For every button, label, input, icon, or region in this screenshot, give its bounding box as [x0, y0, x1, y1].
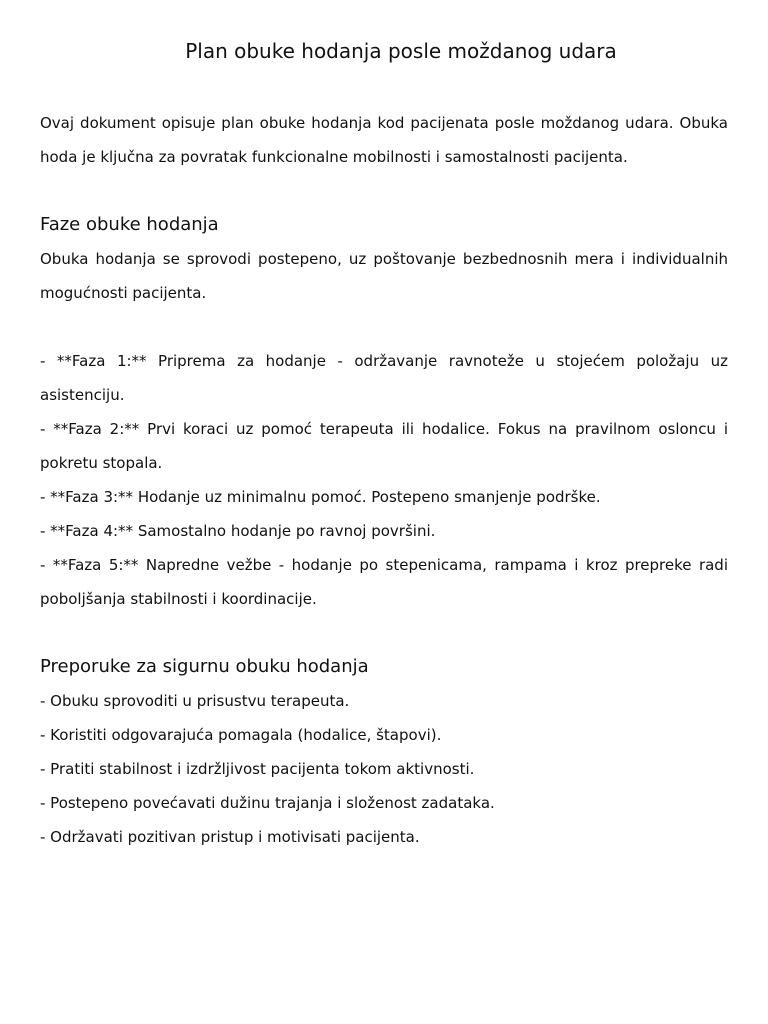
list-item: - **Faza 1:** Priprema za hodanje - održavanje ravnoteže u stojećem položaju uz asistenciju.	[40, 352, 728, 404]
intro-paragraph: Ovaj dokument opisuje plan obuke hodanja kod pacijenata posle moždanog udara. Obuka hoda je ključna za povratak funkcionalne mobilnosti i samostalnosti pacijenta.	[40, 114, 728, 166]
phases-list	[40, 344, 728, 616]
list-item: - **Faza 2:** Prvi koraci uz pomoć terapeuta ili hodalice. Fokus na pravilnom osloncu i pokretu stopala.	[40, 420, 728, 472]
list-item: - Pratiti stabilnost i izdržljivost pacijenta tokom aktivnosti.	[40, 760, 475, 778]
section-heading-phases: Faze obuke hodanja	[40, 214, 219, 235]
phases-description: Obuka hodanja se sprovodi postepeno, uz poštovanje bezbednosnih mera i individualnih mogućnosti pacijenta.	[40, 250, 728, 302]
section-heading-recommendations: Preporuke za sigurnu obuku hodanja	[40, 656, 369, 677]
spacer	[40, 310, 728, 344]
list-item: - Održavati pozitivan pristup i motivisati pacijenta.	[40, 828, 420, 846]
recommendations-list	[40, 684, 728, 854]
page-title: Plan obuke hodanja posle moždanog udara	[185, 39, 617, 63]
list-item: - **Faza 3:** Hodanje uz minimalnu pomoć. Postepeno smanjenje podrške.	[40, 488, 601, 506]
list-item: - Postepeno povećavati dužinu trajanja i složenost zadataka.	[40, 794, 495, 812]
list-item: - Obuku sprovoditi u prisustvu terapeuta.	[40, 692, 350, 710]
list-item: - **Faza 4:** Samostalno hodanje po ravnoj površini.	[40, 522, 436, 540]
list-item: - Koristiti odgovarajuća pomagala (hodalice, štapovi).	[40, 726, 442, 744]
list-item: - **Faza 5:** Napredne vežbe - hodanje po stepenicama, rampama i kroz prepreke radi poboljšanja stabilnosti i koordinacije.	[40, 556, 728, 608]
